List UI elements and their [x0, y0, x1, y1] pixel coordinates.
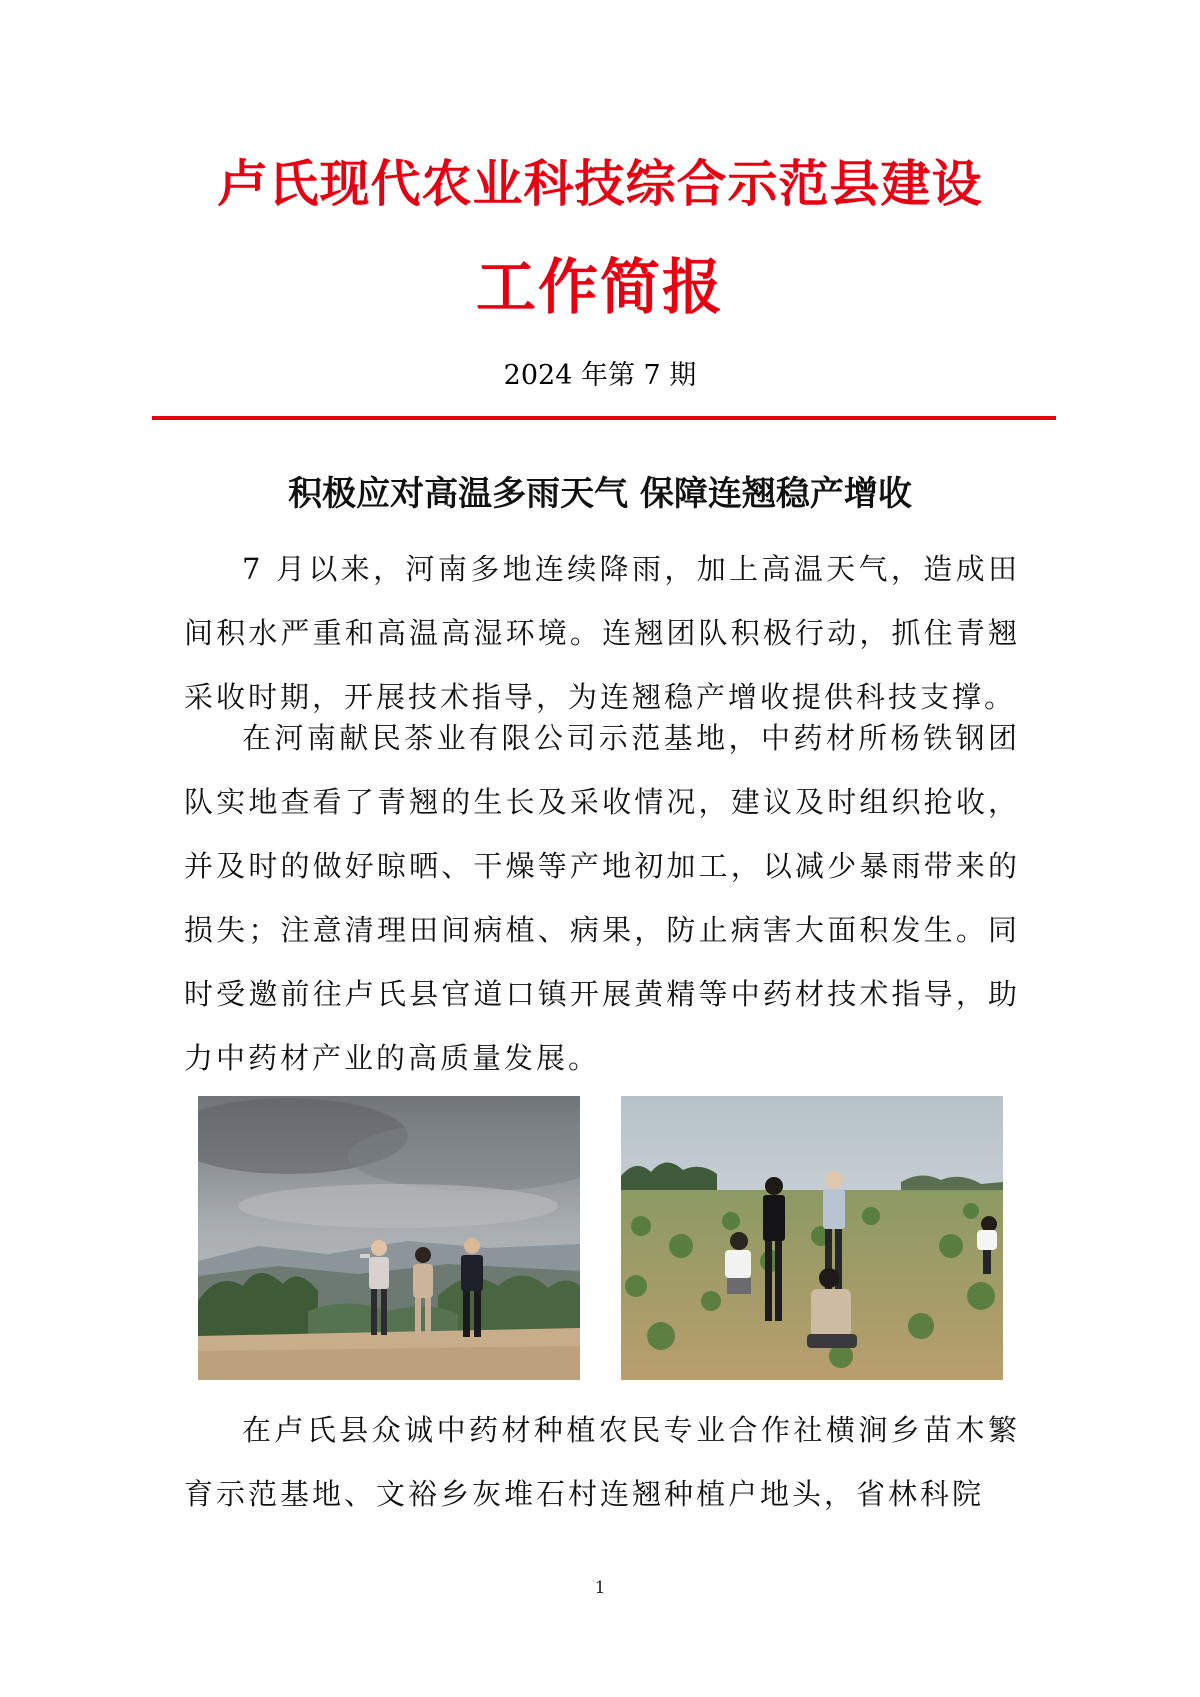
- bulletin-masthead-title: 卢氏现代农业科技综合示范县建设: [217, 155, 983, 213]
- field-inspection-illustration: [621, 1096, 1003, 1380]
- article-paragraph-2: 在河南献民茶业有限公司示范基地，中药材所杨铁钢团队实地查看了青翘的生长及采收情况，建议及时组织抢收，并及时的做好晾晒、干燥等产地初加工，以减少暴雨带来的损失；注意清理田间病植、病果，防止病害大面积发生。同时受邀前往卢氏县官道口镇开展黄精等中药材技术指导，助力中药材产业的高质量发展。: [184, 721, 1020, 1075]
- issue-number: 2024 年第 7 期: [503, 360, 697, 391]
- hillside-group-illustration: [198, 1096, 580, 1380]
- article-paragraph-3: 在卢氏县众诚中药材种植农民专业合作社横涧乡苗木繁育示范基地、文裕乡灰堆石村连翘种植户地头，省林科院: [184, 1413, 1020, 1511]
- bulletin-type-title: 工作简报: [476, 253, 724, 323]
- page-number: 1: [594, 1578, 606, 1598]
- article-title: 积极应对高温多雨天气 保障连翘稳产增收: [288, 474, 912, 514]
- masthead-divider: [152, 416, 1056, 420]
- photo-hillside-group: [198, 1096, 580, 1380]
- photo-field-inspection: [621, 1096, 1003, 1380]
- article-paragraph-1: 7 月以来，河南多地连续降雨，加上高温天气，造成田间积水严重和高温高湿环境。连翘团队积极行动，抓住青翘采收时期，开展技术指导，为连翘稳产增收提供科技支撑。: [184, 552, 1020, 714]
